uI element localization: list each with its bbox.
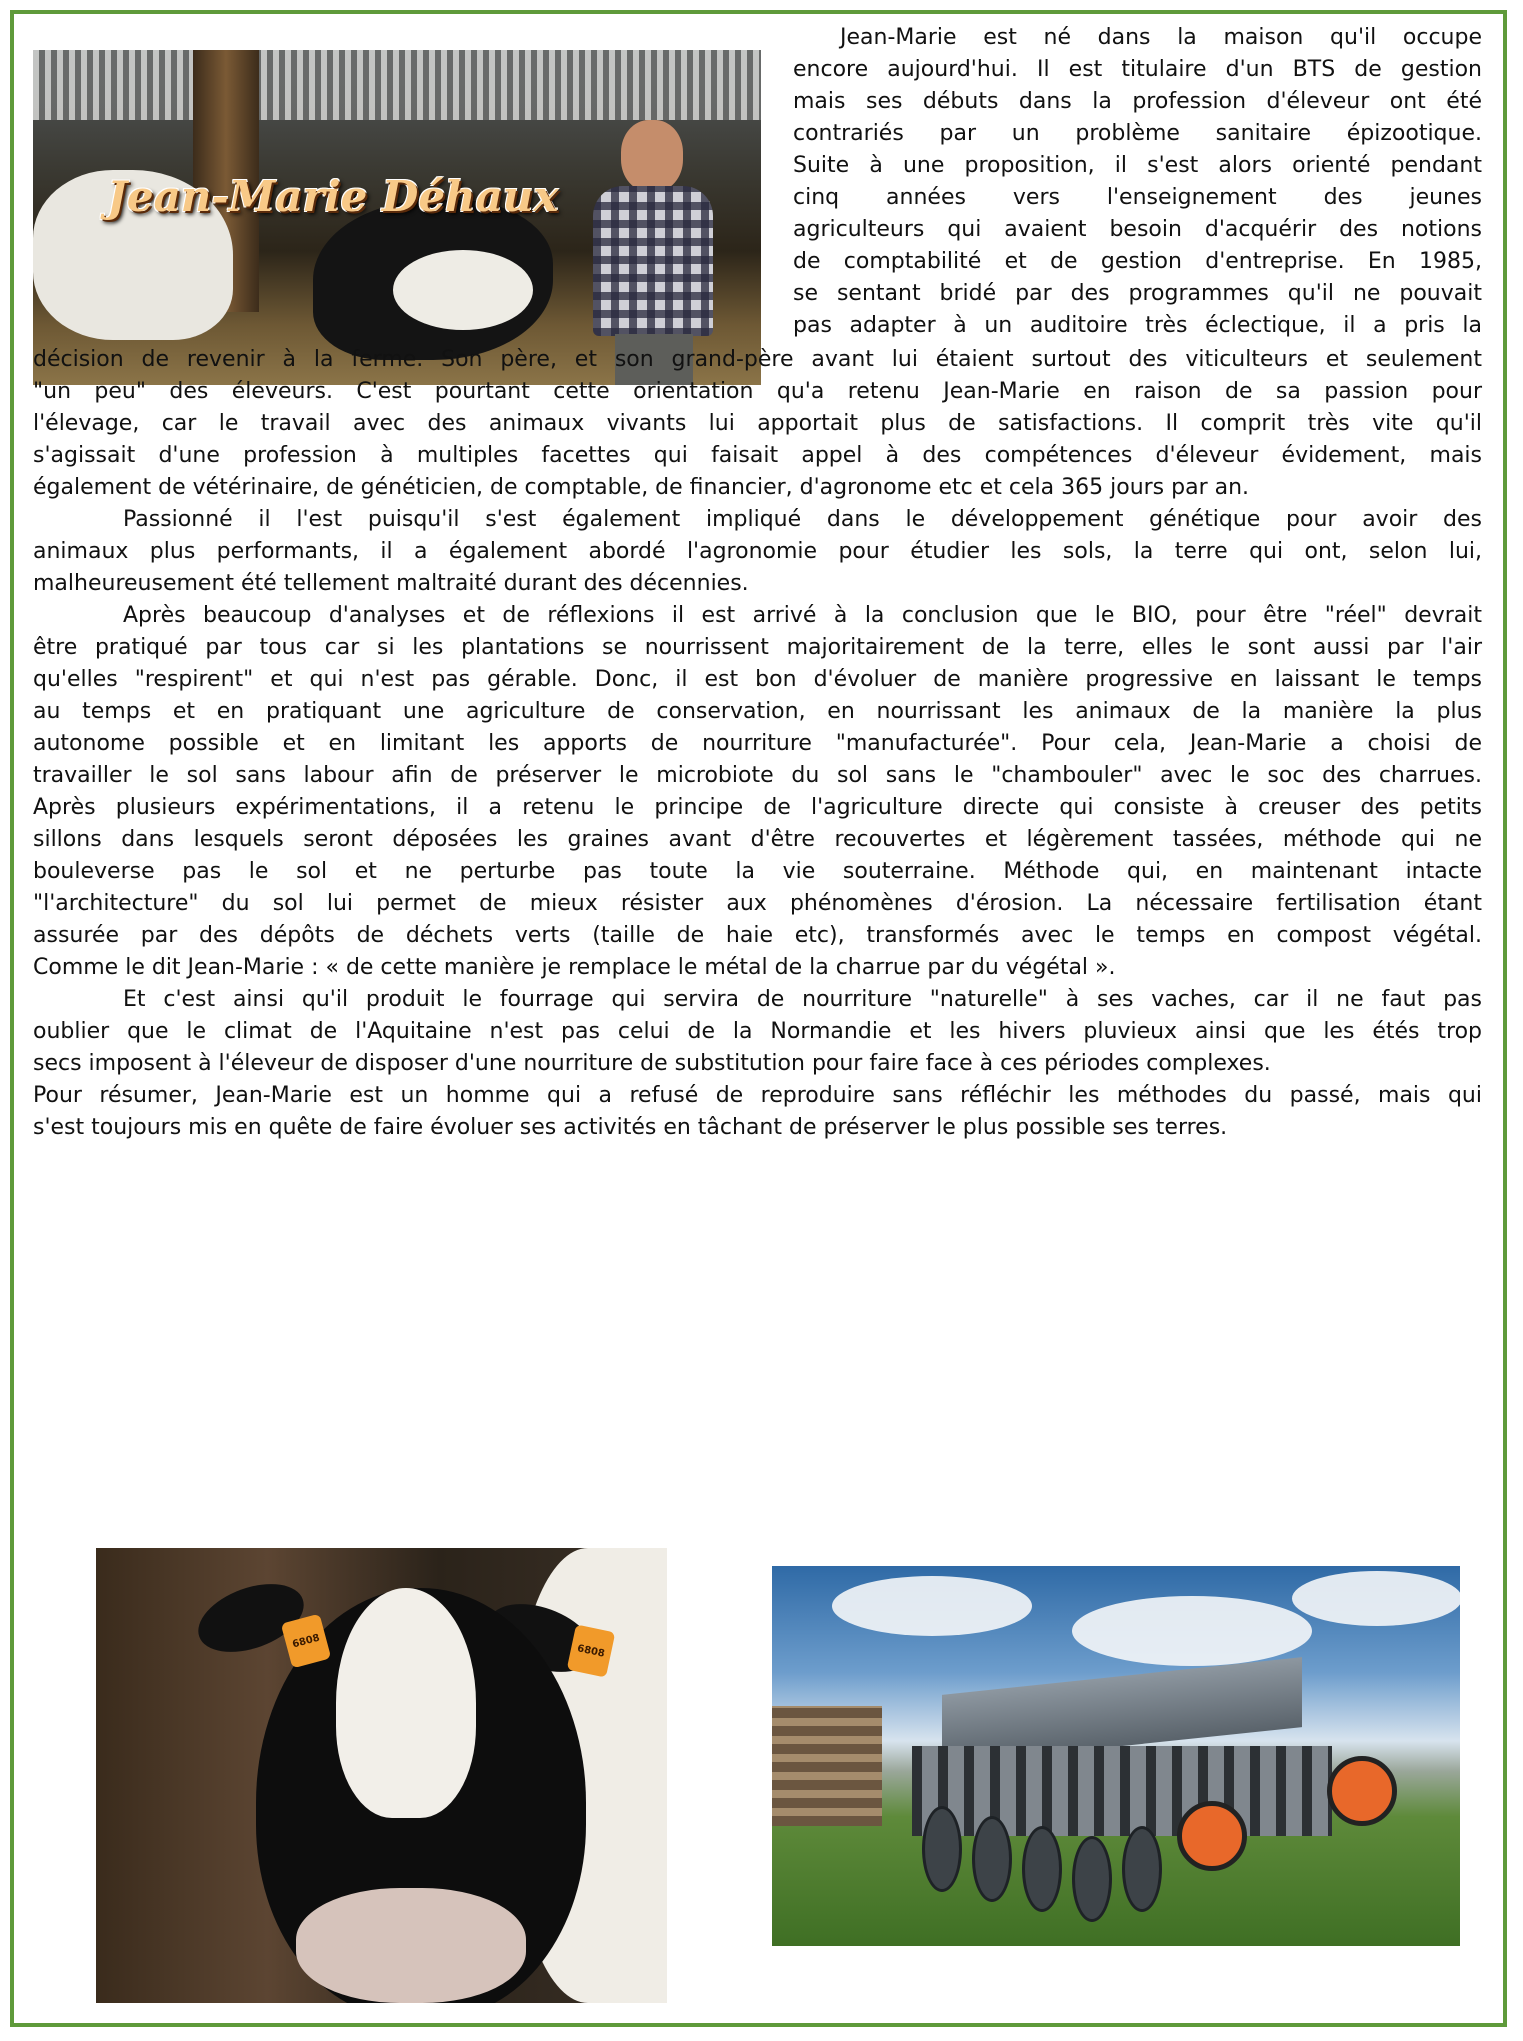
text-line: Après beaucoup d'analyses et de réflexions il est arrivé à la conclusion que le BIO, pour être "réel" devrait xyxy=(123,603,1482,628)
text-line: également de vétérinaire, de généticien, de comptable, de financier, d'agronome etc et cela 365 jours par an. xyxy=(33,475,1250,500)
text-line: sillons dans lesquels seront déposées les graines avant d'être recouvertes et légèrement tassées, méthode qui ne xyxy=(33,827,1482,852)
seeder-wheel xyxy=(1327,1756,1397,1826)
text-line: de comptabilité et de gestion d'entreprise. En 1985, xyxy=(793,249,1482,274)
text-line: agriculteurs qui avaient besoin d'acquérir des notions xyxy=(793,217,1482,242)
text-line: encore aujourd'hui. Il est titulaire d'un BTS de gestion xyxy=(793,57,1482,82)
farmer-head xyxy=(621,120,683,192)
text-line: Pour résumer, Jean-Marie est un homme qui a refusé de reproduire sans réfléchir les méthodes du passé, mais qui xyxy=(33,1083,1482,1108)
seeder-disc xyxy=(1072,1836,1112,1922)
woodpile xyxy=(772,1706,882,1826)
text-line: oublier que le climat de l'Aquitaine n'est pas celui de la Normandie et les hivers pluvieux ainsi que les étés trop xyxy=(33,1019,1482,1044)
text-line: bouleverse pas le sol et ne perturbe pas toute la vie souterraine. Méthode qui, en maintenant intacte xyxy=(33,859,1482,884)
text-line: autonome possible et en limitant les apports de nourriture "manufacturée". Pour cela, Jean-Marie a choisi de xyxy=(33,731,1482,756)
cow-muzzle xyxy=(296,1888,526,2003)
text-line: s'est toujours mis en quête de faire évoluer ses activités en tâchant de préserver le plus possible ses terres. xyxy=(33,1115,1228,1140)
text-line: au temps et en pratiquant une agriculture de conservation, en nourrissant les animaux de la manière la plus xyxy=(33,699,1482,724)
text-line: Jean-Marie est né dans la maison qu'il occupe xyxy=(840,25,1482,50)
seeder-disc xyxy=(1122,1826,1162,1912)
text-line: animaux plus performants, il a également abordé l'agronomie pour étudier les sols, la terre qui ont, selon lui, xyxy=(33,539,1482,564)
cloud xyxy=(1292,1571,1460,1626)
text-line: mais ses débuts dans la profession d'éleveur ont été xyxy=(793,89,1482,114)
text-line: Suite à une proposition, il s'est alors orienté pendant xyxy=(793,153,1482,178)
text-line: secs imposent à l'éleveur de disposer d'une nourriture de substitution pour faire face à ces périodes complexes. xyxy=(33,1051,1271,1076)
text-line: "un peu" des éleveurs. C'est pourtant cette orientation qu'a retenu Jean-Marie en raison de sa passion pour xyxy=(33,379,1482,404)
text-line: décision de revenir à la ferme. Son père, et son grand-père avant lui étaient surtout des viticulteurs et seulement xyxy=(33,347,1482,372)
text-line: se sentant bridé par des programmes qu'il ne pouvait xyxy=(793,281,1482,306)
text-line: assurée par des dépôts de déchets verts (taille de haie etc), transformés avec le temps en compost végétal. xyxy=(33,923,1482,948)
text-line: travailler le sol sans labour afin de préserver le microbiote du sol sans le "chambouler" avec le soc des charrues. xyxy=(33,763,1482,788)
farmer-photo xyxy=(33,50,761,385)
text-line: Après plusieurs expérimentations, il a retenu le principe de l'agriculture directe qui consiste à creuser des petits xyxy=(33,795,1482,820)
seeder-machine-photo xyxy=(772,1566,1460,1946)
ear-tag-left: 6808 xyxy=(281,1614,332,1669)
cow-portrait-photo xyxy=(96,1548,667,2003)
text-line: Comme le dit Jean-Marie : « de cette manière je remplace le métal de la charrue par du végétal ». xyxy=(33,955,1116,980)
text-line: contrariés par un problème sanitaire épizootique. xyxy=(793,121,1482,146)
text-line: malheureusement été tellement maltraité durant des décennies. xyxy=(33,571,749,596)
seeder-disc xyxy=(1022,1826,1062,1912)
text-line: s'agissait d'une profession à multiples facettes qui faisait appel à des compétences d'éleveur évidement, mais xyxy=(33,443,1482,468)
cow-patch xyxy=(393,250,533,330)
barn-roof xyxy=(33,50,761,120)
text-line: être pratiqué par tous car si les plantations se nourrissent majoritairement de la terre, elles le sont aussi par l'air xyxy=(33,635,1482,660)
text-line: cinq années vers l'enseignement des jeunes xyxy=(793,185,1482,210)
text-line: pas adapter à un auditoire très éclectique, il a pris la xyxy=(793,313,1482,338)
ear-tag-right: 6808 xyxy=(567,1624,616,1677)
cow-blaze xyxy=(336,1588,476,1818)
seeder-frame xyxy=(912,1746,1332,1836)
farmer-shirt xyxy=(593,186,713,336)
text-line: Passionné il l'est puisqu'il s'est également impliqué dans le développement génétique pour avoir des xyxy=(123,507,1482,532)
text-line: l'élevage, car le travail avec des animaux vivants lui apportait plus de satisfactions. Il comprit très vite qu'il xyxy=(33,411,1482,436)
text-line: "l'architecture" du sol lui permet de mieux résister aux phénomènes d'érosion. La nécessaire fertilisation étant xyxy=(33,891,1482,916)
seeder-disc xyxy=(972,1816,1012,1902)
cloud xyxy=(832,1576,1032,1636)
seeder-disc xyxy=(922,1806,962,1892)
seeder-wheel xyxy=(1177,1801,1247,1871)
text-line: Et c'est ainsi qu'il produit le fourrage qui servira de nourriture "naturelle" à ses vaches, car il ne faut pas xyxy=(123,987,1482,1012)
text-line: qu'elles "respirent" et qui n'est pas gérable. Donc, il est bon d'évoluer de manière progressive en laissant le temps xyxy=(33,667,1482,692)
cloud xyxy=(1072,1596,1312,1666)
photo-caption: Jean-Marie Déhaux xyxy=(107,172,559,221)
